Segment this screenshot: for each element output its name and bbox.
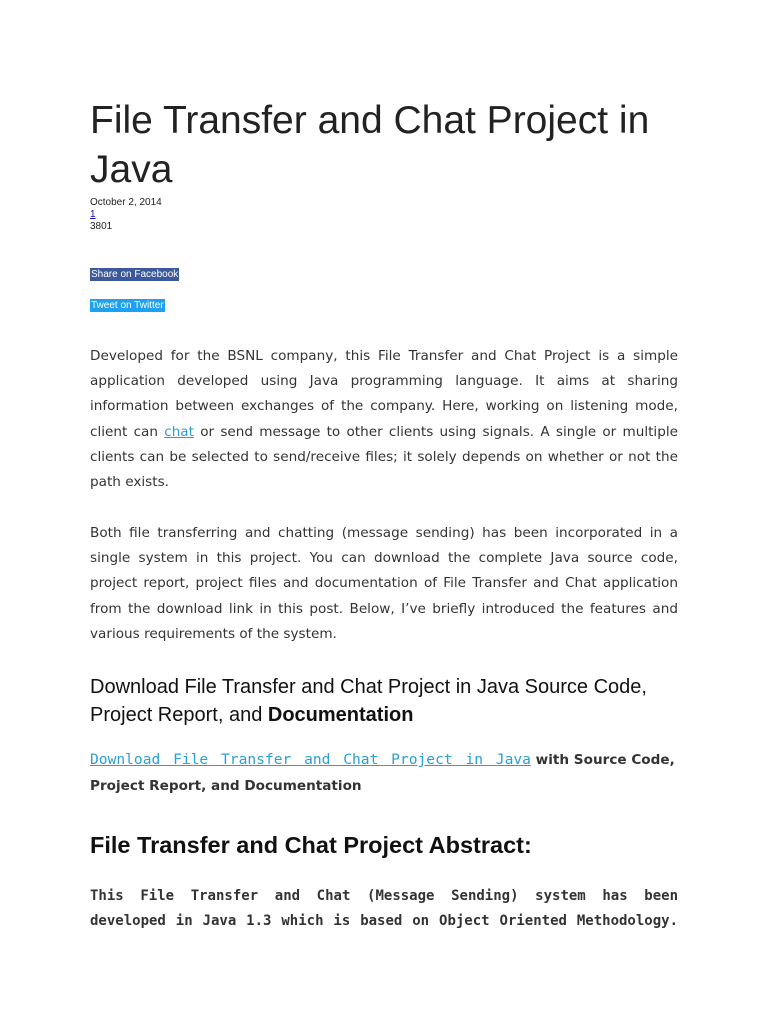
comments-count-link[interactable]: 1 [90, 209, 96, 220]
download-paragraph [90, 747, 678, 799]
views-count: 3801 [90, 221, 113, 232]
download-link-suffix: with Source Code, [530, 752, 675, 768]
features-paragraph: Both file transferring and chatting (message sending) has been incorporated in a single system in this project. You can download the complete Java source code, project report, project files and documentation of File Transfer and Chat application from the download link in this post. Below, I’ve briefly introduced the features and various requirements of the system. [90, 525, 678, 642]
download-heading-text: Download File Transfer and Chat Project in Java Source Code, Project Report, and [90, 676, 647, 726]
intro-text-start: Developed for the BSNL company, this File Transfer and Chat Project is a simple application developed using Java programming language. It aims at sharing information between exchanges of the company. Here, working on listening mode, client can [90, 348, 678, 440]
tweet-twitter-button[interactable]: Tweet on Twitter [91, 300, 164, 311]
download-link-suffix-line2: Project Report, and Documentation [90, 778, 362, 794]
download-heading-bold: Documentation [267, 704, 414, 726]
download-link[interactable]: Download File Transfer and Chat Project in Java [90, 751, 531, 768]
share-facebook-button[interactable]: Share on Facebook [91, 269, 179, 280]
abstract-paragraph: This File Transfer and Chat (Message Sending) system has been developed in Java 1.3 which is based on Object Oriented Methodology. [90, 888, 678, 929]
post-date: October 2, 2014 [90, 197, 162, 208]
chat-link[interactable]: chat [164, 423, 194, 440]
intro-paragraph [90, 344, 678, 495]
post-meta [90, 197, 162, 233]
page-title: File Transfer and Chat Project in Java [90, 99, 650, 191]
intro-text-end: or send message to other clients using signals. A single or multiple clients can be selected to send/receive files; it solely depends on whether or not the path exists. [90, 423, 678, 491]
abstract-heading: File Transfer and Chat Project Abstract: [90, 832, 532, 858]
download-heading [90, 673, 678, 729]
